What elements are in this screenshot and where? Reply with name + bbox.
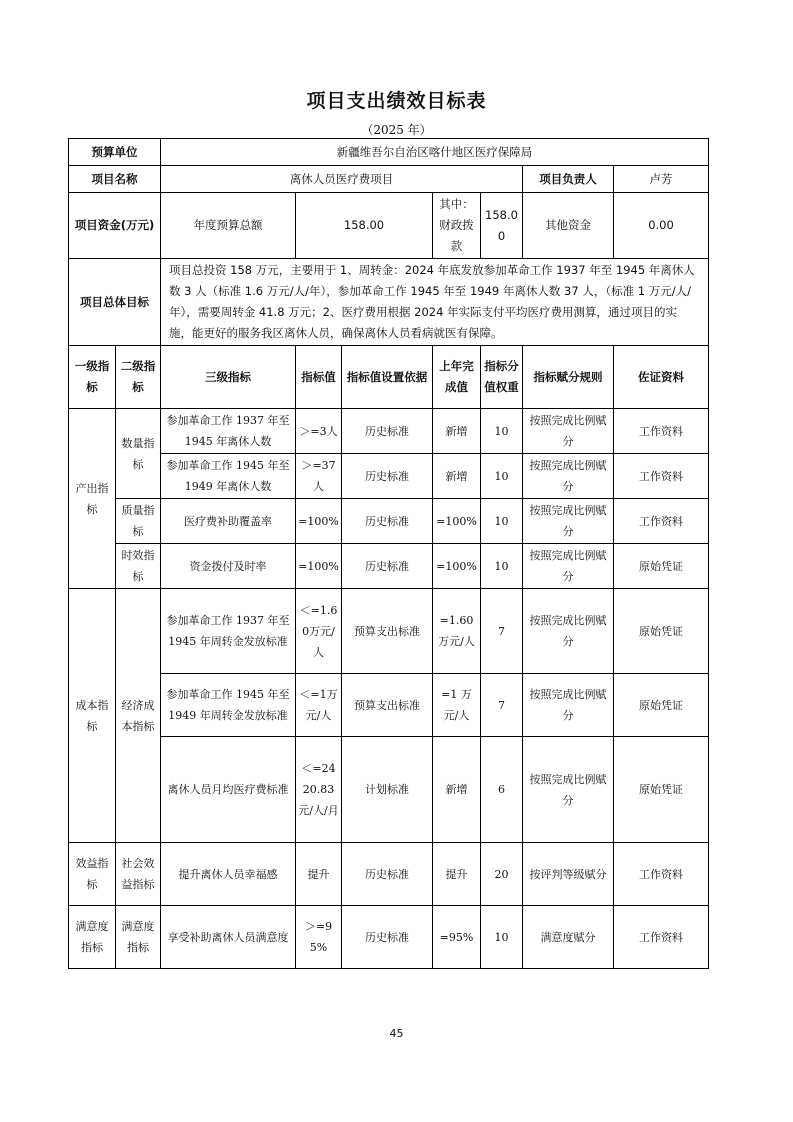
annual-budget-label: 年度预算总额 [161, 193, 296, 259]
row-weight: 6 [481, 737, 523, 843]
year-label: （2025 年） [361, 123, 432, 137]
row-name: 资金拨付及时率 [161, 544, 296, 589]
performance-table [68, 138, 709, 969]
goal-label: 项目总体目标 [69, 259, 161, 346]
row-basis: 预算支出标准 [342, 589, 433, 674]
other-funds-label: 其他资金 [523, 193, 614, 259]
row-basis: 历史标准 [342, 906, 433, 969]
table-row [69, 843, 709, 906]
row-rule: 按照完成比例赋分 [523, 499, 614, 544]
budget-unit-value: 新疆维吾尔自治区喀什地区医疗保障局 [161, 139, 709, 166]
row-name: 参加革命工作 1937 年至 1945 年周转金发放标准 [161, 589, 296, 674]
fiscal-label: 其中：财政拨款 [433, 193, 481, 259]
row-value: ＞=37人 [296, 454, 342, 499]
subgroup-quantity: 数量指标 [116, 409, 161, 499]
row-name: 参加革命工作 1945 年至 1949 年离休人数 [161, 454, 296, 499]
row-last: =100% [433, 499, 481, 544]
subgroup-satisfaction: 满意度指标 [116, 906, 161, 969]
row-evidence: 原始凭证 [614, 544, 709, 589]
col-level1: 一级指标 [69, 346, 116, 409]
row-value: =100% [296, 544, 342, 589]
row-evidence: 原始凭证 [614, 589, 709, 674]
goal-text: 项目总投资 158 万元，主要用于 1、周转金：2024 年底发放参加革命工作 1937 年至 1945 年离休人数 3 人（标准 1.6 万元/人/年），参加革命工作 1945 年至 1949 年离休人数 37 人，（标准 1 万元/人/年），需要周转金 41.8 万元；2、医疗费用根据 2024 年实际支付平均医疗费用测算，通过项目的实施，能更好的服务我区离休人员，确保离休人员看病就医有保障。 [161, 259, 709, 346]
col-last-year: 上年完成值 [433, 346, 481, 409]
table-row [69, 409, 709, 454]
subgroup-economic: 经济成本指标 [116, 589, 161, 843]
row-rule: 按照完成比例赋分 [523, 409, 614, 454]
row-basis: 历史标准 [342, 499, 433, 544]
funds-label: 项目资金(万元) [69, 193, 161, 259]
row-evidence: 工作资料 [614, 499, 709, 544]
other-funds-value: 0.00 [614, 193, 709, 259]
col-level3: 三级指标 [161, 346, 296, 409]
subgroup-timeliness: 时效指标 [116, 544, 161, 589]
fiscal-value: 158.00 [481, 193, 523, 259]
row-value: ＜=1.60万元/人 [296, 589, 342, 674]
col-value: 指标值 [296, 346, 342, 409]
row-name: 提升离休人员幸福感 [161, 843, 296, 906]
row-rule: 按照完成比例赋分 [523, 544, 614, 589]
row-evidence: 原始凭证 [614, 737, 709, 843]
row-basis: 历史标准 [342, 454, 433, 499]
row-weight: 20 [481, 843, 523, 906]
group-cost: 成本指标 [69, 589, 116, 843]
row-evidence: 工作资料 [614, 906, 709, 969]
row-weight: 10 [481, 499, 523, 544]
row-last: =100% [433, 544, 481, 589]
row-evidence: 工作资料 [614, 843, 709, 906]
row-basis: 计划标准 [342, 737, 433, 843]
col-weight: 指标分值权重 [481, 346, 523, 409]
table-row [69, 544, 709, 589]
row-basis: 历史标准 [342, 544, 433, 589]
row-last: =95% [433, 906, 481, 969]
row-value: ＜=1万元/人 [296, 674, 342, 737]
row-rule: 按照完成比例赋分 [523, 737, 614, 843]
row-last: =1.60万元/人 [433, 589, 481, 674]
row-value: ＞=3人 [296, 409, 342, 454]
col-evidence: 佐证资料 [614, 346, 709, 409]
table-row [69, 454, 709, 499]
row-last: 新增 [433, 737, 481, 843]
col-level2: 二级指标 [116, 346, 161, 409]
col-rule: 指标赋分规则 [523, 346, 614, 409]
budget-unit-label: 预算单位 [69, 139, 161, 166]
owner-label: 项目负责人 [523, 166, 614, 193]
table-row [69, 906, 709, 969]
annual-budget-value: 158.00 [296, 193, 433, 259]
row-last: 新增 [433, 409, 481, 454]
table-row [69, 674, 709, 737]
row-value: =100% [296, 499, 342, 544]
row-evidence: 工作资料 [614, 454, 709, 499]
group-output: 产出指标 [69, 409, 116, 589]
row-evidence: 工作资料 [614, 409, 709, 454]
col-basis: 指标值设置依据 [342, 346, 433, 409]
table-row [69, 737, 709, 843]
row-name: 参加革命工作 1937 年至 1945 年离休人数 [161, 409, 296, 454]
page-number: 45 [389, 1027, 404, 1040]
row-evidence: 原始凭证 [614, 674, 709, 737]
row-weight: 10 [481, 544, 523, 589]
row-rule: 满意度赋分 [523, 906, 614, 969]
table-row [69, 499, 709, 544]
row-name: 享受补助离休人员满意度 [161, 906, 296, 969]
row-rule: 按照完成比例赋分 [523, 674, 614, 737]
row-weight: 7 [481, 674, 523, 737]
row-last: =1 万元/人 [433, 674, 481, 737]
row-value: ＜=2420.83元/人/月 [296, 737, 342, 843]
project-name-label: 项目名称 [69, 166, 161, 193]
row-rule: 按照完成比例赋分 [523, 589, 614, 674]
owner-value: 卢芳 [614, 166, 709, 193]
row-weight: 10 [481, 906, 523, 969]
subgroup-social: 社会效益指标 [116, 843, 161, 906]
row-last: 提升 [433, 843, 481, 906]
group-satisfaction: 满意度指标 [69, 906, 116, 969]
subgroup-quality: 质量指标 [116, 499, 161, 544]
row-rule: 按照完成比例赋分 [523, 454, 614, 499]
row-name: 参加革命工作 1945 年至 1949 年周转金发放标准 [161, 674, 296, 737]
row-weight: 10 [481, 454, 523, 499]
row-rule: 按评判等级赋分 [523, 843, 614, 906]
row-value: ＞=95% [296, 906, 342, 969]
row-last: 新增 [433, 454, 481, 499]
row-weight: 10 [481, 409, 523, 454]
row-basis: 历史标准 [342, 843, 433, 906]
group-benefit: 效益指标 [69, 843, 116, 906]
page-title: 项目支出绩效目标表 [306, 90, 487, 112]
row-basis: 预算支出标准 [342, 674, 433, 737]
project-name-value: 离休人员医疗费项目 [161, 166, 523, 193]
row-weight: 7 [481, 589, 523, 674]
row-value: 提升 [296, 843, 342, 906]
table-row [69, 589, 709, 674]
row-basis: 历史标准 [342, 409, 433, 454]
row-name: 离休人员月均医疗费标准 [161, 737, 296, 843]
row-name: 医疗费补助覆盖率 [161, 499, 296, 544]
